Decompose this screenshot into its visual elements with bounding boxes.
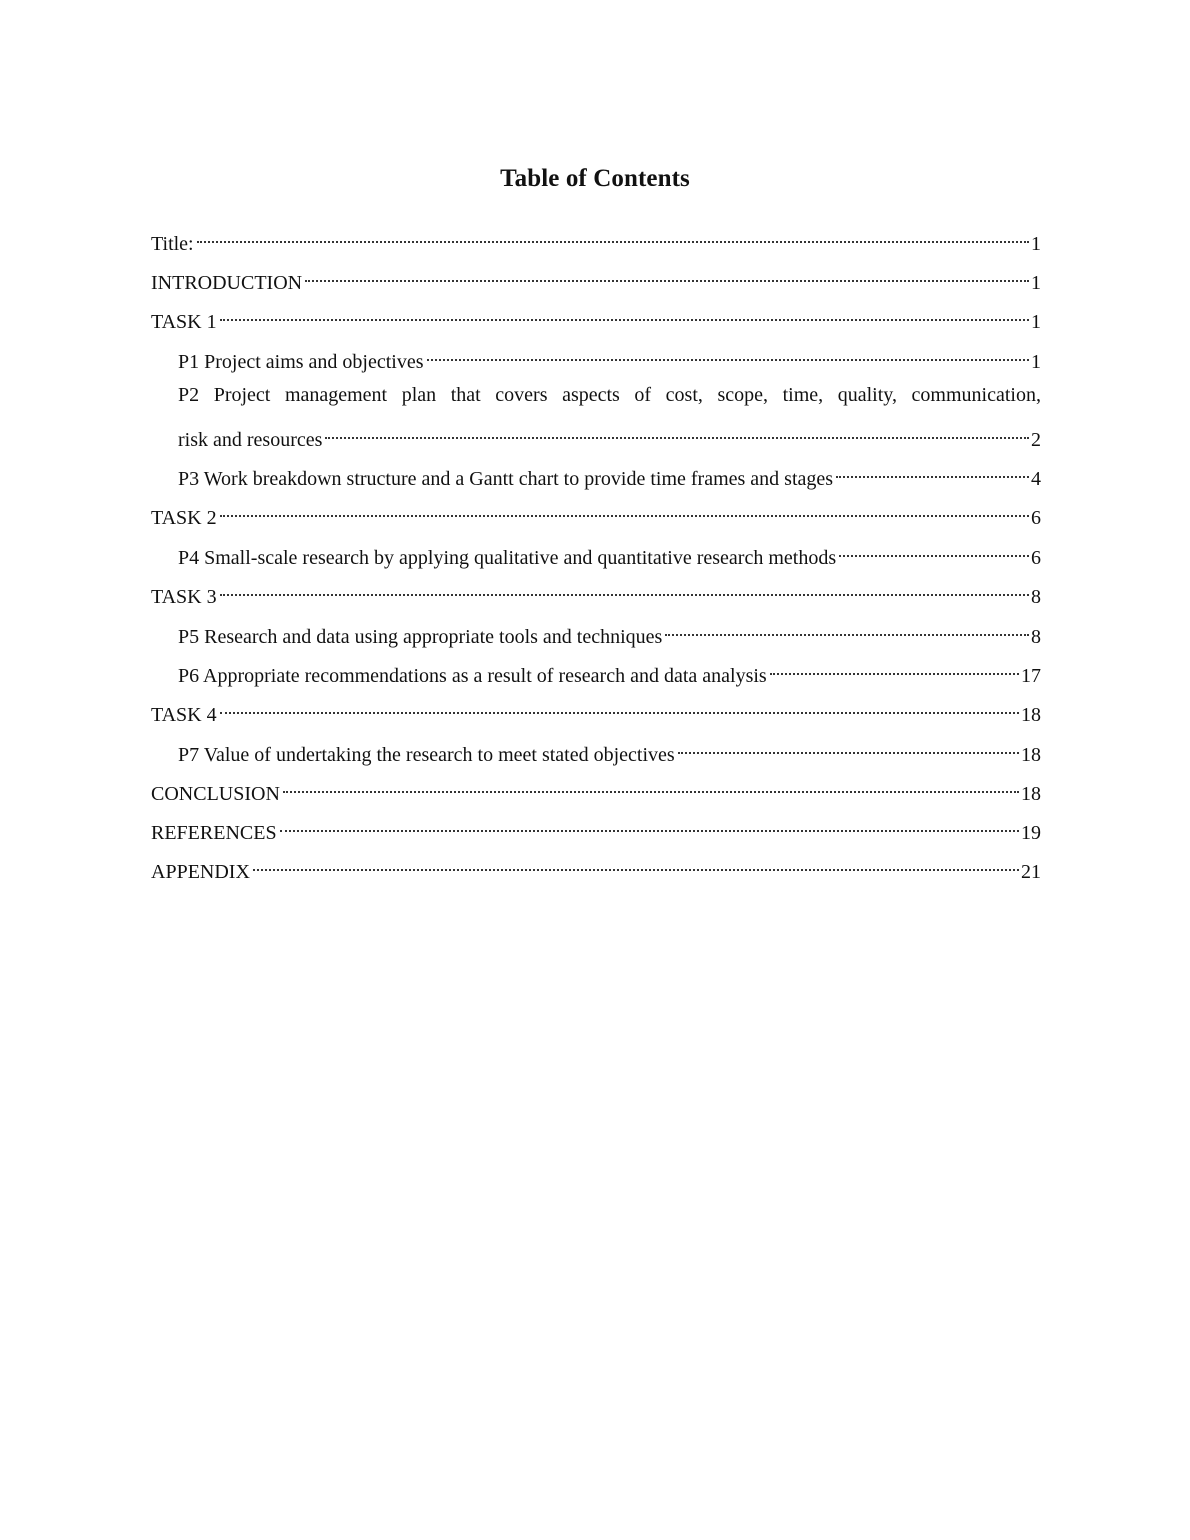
- toc-entry-label: INTRODUCTION: [151, 272, 303, 294]
- toc-entry-page: 4: [1031, 468, 1041, 490]
- dot-leader: [305, 263, 1029, 289]
- toc-entry-page: 8: [1031, 626, 1041, 648]
- toc-entry-page: 2: [1031, 429, 1041, 451]
- toc-entry-label: P4 Small-scale research by applying qualitative and quantitative research methods: [178, 547, 837, 569]
- toc-word: management: [284, 384, 388, 406]
- toc-entry-label: P3 Work breakdown structure and a Gantt chart to provide time frames and stages: [178, 468, 834, 490]
- toc-entry-label: CONCLUSION: [151, 783, 280, 805]
- toc-entry-page: 1: [1031, 311, 1041, 333]
- toc-word: cost,: [665, 384, 703, 406]
- toc-entry-label: REFERENCES: [151, 822, 277, 844]
- dot-leader: [220, 695, 1019, 721]
- toc-entry-label: TASK 2: [151, 507, 217, 529]
- toc-entry-label: APPENDIX: [151, 861, 250, 883]
- dot-leader: [325, 420, 1029, 446]
- page-title: Table of Contents: [500, 165, 690, 192]
- toc-word: aspects: [562, 384, 620, 406]
- toc-word: covers: [495, 384, 548, 406]
- dot-leader: [220, 302, 1029, 328]
- toc-entry-p6[interactable]: [178, 656, 1041, 689]
- dot-leader: [220, 498, 1029, 524]
- toc-entry-task-1[interactable]: [151, 302, 1041, 335]
- toc-word: communication,: [911, 384, 1041, 406]
- toc-word: P2: [178, 384, 200, 406]
- toc-entry-label: P5 Research and data using appropriate tools and techniques: [178, 626, 663, 648]
- toc-entry-page: 1: [1031, 272, 1041, 294]
- toc-entry-introduction[interactable]: [151, 263, 1041, 296]
- toc-entry-p5[interactable]: [178, 617, 1041, 650]
- toc-entry-label: P6 Appropriate recommendations as a result of research and data analysis: [178, 665, 767, 687]
- toc-entry-p2[interactable]: [178, 382, 1041, 453]
- toc-entry-p4[interactable]: [178, 538, 1041, 571]
- toc-word: Project: [213, 384, 271, 406]
- toc-word: scope,: [717, 384, 769, 406]
- toc-entry-task-3[interactable]: [151, 577, 1041, 610]
- toc-word: that: [450, 384, 481, 406]
- toc-entry-page: 19: [1021, 822, 1041, 844]
- toc-word: quality,: [837, 384, 897, 406]
- toc-entry-references[interactable]: [151, 813, 1041, 846]
- dot-leader: [280, 813, 1019, 839]
- dot-leader: [253, 852, 1019, 878]
- toc-entry-page: 18: [1021, 783, 1041, 805]
- toc-entry-page: 6: [1031, 507, 1041, 529]
- toc-entry-label: P7 Value of undertaking the research to meet stated objectives: [178, 744, 675, 766]
- toc-entry-title[interactable]: [151, 224, 1041, 257]
- toc-entry-label: P1 Project aims and objectives: [178, 351, 424, 373]
- toc-entry-page: 17: [1021, 665, 1041, 687]
- toc-entry-page: 1: [1031, 351, 1041, 373]
- dot-leader: [197, 224, 1029, 250]
- toc-entry-task-2[interactable]: [151, 498, 1041, 531]
- toc-entry-page: 18: [1021, 744, 1041, 766]
- toc-entry-page: 8: [1031, 586, 1041, 608]
- dot-leader: [283, 774, 1019, 800]
- toc-entry-label-line-2: risk and resources: [178, 429, 323, 451]
- toc-entry-label: TASK 3: [151, 586, 217, 608]
- toc-word: of: [634, 384, 652, 406]
- dot-leader: [220, 577, 1029, 603]
- toc-entry-p7[interactable]: [178, 735, 1041, 768]
- dot-leader: [427, 342, 1029, 368]
- toc-entry-appendix[interactable]: [151, 852, 1041, 885]
- toc-entry-task-4[interactable]: [151, 695, 1041, 728]
- dot-leader: [839, 538, 1029, 564]
- toc-entry-conclusion[interactable]: [151, 774, 1041, 807]
- toc-entry-page: 21: [1021, 861, 1041, 883]
- toc-entry-p3[interactable]: [178, 459, 1041, 492]
- toc-word: time,: [782, 384, 824, 406]
- toc-entry-page: 6: [1031, 547, 1041, 569]
- toc-entry-page: 18: [1021, 704, 1041, 726]
- dot-leader: [836, 459, 1029, 485]
- toc-entry-label: TASK 1: [151, 311, 217, 333]
- toc-entry-page: 1: [1031, 233, 1041, 255]
- toc-entry-label: TASK 4: [151, 704, 217, 726]
- dot-leader: [770, 656, 1019, 682]
- dot-leader: [665, 617, 1029, 643]
- toc-entry-p1[interactable]: [178, 342, 1041, 375]
- toc-entry-label: Title:: [151, 233, 194, 255]
- toc-word: plan: [401, 384, 437, 406]
- dot-leader: [678, 735, 1019, 761]
- toc-entry-label-line-1: [178, 382, 1041, 408]
